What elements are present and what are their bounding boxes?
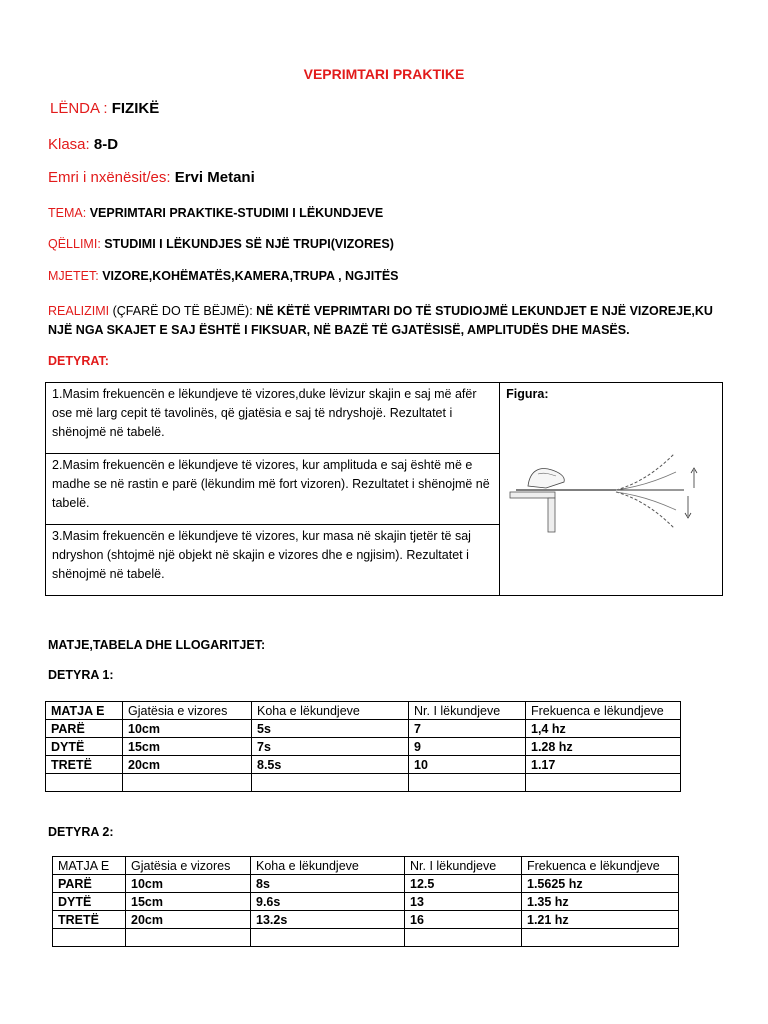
emri-label: Emri i nxënësit/es: (48, 169, 171, 186)
header-cell: Nr. I lëkundjeve (409, 702, 526, 720)
table-cell: 7 (409, 720, 526, 738)
realizimi-paragraph (48, 302, 728, 340)
table-cell: 20cm (126, 911, 251, 929)
table-cell: 1.35 hz (522, 893, 679, 911)
table-row (46, 720, 681, 738)
emri-line (48, 169, 255, 186)
table-cell: 1.17 (526, 756, 681, 774)
table-cell: TRETË (53, 911, 126, 929)
header-cell: Koha e lëkundjeve (252, 702, 409, 720)
lenda-label: LËNDA : (50, 100, 108, 117)
klasa-line (48, 136, 118, 153)
table-row (53, 929, 679, 947)
figure-cell (500, 383, 723, 596)
table-header-row (46, 702, 681, 720)
table-row (46, 756, 681, 774)
table-cell: DYTË (53, 893, 126, 911)
tema-line (48, 206, 383, 220)
table-cell: DYTË (46, 738, 123, 756)
header-cell: Gjatësia e vizores (123, 702, 252, 720)
header-cell: MATJA E (53, 857, 126, 875)
table-header-row (53, 857, 679, 875)
mjetet-line (48, 269, 399, 283)
table-cell: 13 (405, 893, 522, 911)
table-cell (252, 774, 409, 792)
table-cell (123, 774, 252, 792)
table-cell: 9 (409, 738, 526, 756)
qellimi-line (48, 237, 394, 251)
header-cell: Nr. I lëkundjeve (405, 857, 522, 875)
table-cell: 10 (409, 756, 526, 774)
klasa-label: Klasa: (48, 136, 90, 153)
header-cell: Gjatësia e vizores (126, 857, 251, 875)
header-cell: Frekuenca e lëkundjeve (526, 702, 681, 720)
task-3: 3.Masim frekuencën e lëkundjeve të vizores, kur masa në skajin tjetër të saj ndryshon (shtojmë një objekt në skajin e vizores dhe e ngjisim). Rezultatet i shënojmë në tabelë. (46, 525, 500, 596)
detyra2-table (52, 856, 679, 947)
lenda-line (50, 100, 159, 117)
table-cell (522, 929, 679, 947)
table-cell: 1.28 hz (526, 738, 681, 756)
mjetet-label: MJETET: (48, 269, 99, 283)
table-cell: 7s (252, 738, 409, 756)
header-cell: Frekuenca e lëkundjeve (522, 857, 679, 875)
table-cell (405, 929, 522, 947)
table-cell (526, 774, 681, 792)
ruler-oscillation-figure (506, 430, 706, 560)
tasks-table (45, 382, 723, 596)
table-cell: 1,4 hz (526, 720, 681, 738)
table-cell: 1.5625 hz (522, 875, 679, 893)
table-cell: 8.5s (252, 756, 409, 774)
realizimi-question: (ÇFARË DO TË BËJMË): (112, 304, 253, 318)
header-cell: Koha e lëkundjeve (251, 857, 405, 875)
qellimi-label: QËLLIMI: (48, 237, 101, 251)
table-row (53, 875, 679, 893)
table-cell: 16 (405, 911, 522, 929)
detyrat-label: DETYRAT: (48, 354, 109, 368)
table-cell: TRETË (46, 756, 123, 774)
matje-heading: MATJE,TABELA DHE LLOGARITJET: (48, 638, 266, 652)
detyra1-label: DETYRA 1: (48, 668, 114, 682)
table-cell: 10cm (126, 875, 251, 893)
table-cell: 9.6s (251, 893, 405, 911)
table-cell (53, 929, 126, 947)
qellimi-value: STUDIMI I LËKUNDJES SË NJË TRUPI(VIZORES) (104, 237, 394, 251)
task-1: 1.Masim frekuencën e lëkundjeve të vizores,duke lëvizur skajin e saj më afër ose më larg cepit të tavolinës, që gjatësia e saj të ndryshojë. Rezultatet i shënojmë në tabelë. (46, 383, 500, 454)
table-cell (409, 774, 526, 792)
table-row (53, 893, 679, 911)
table-cell: PARË (53, 875, 126, 893)
klasa-value: 8-D (93, 136, 119, 153)
tema-label: TEMA: (48, 206, 87, 220)
table-cell (126, 929, 251, 947)
table-cell (251, 929, 405, 947)
task-2: 2.Masim frekuencën e lëkundjeve të vizores, kur amplituda e saj është më e madhe se në rastin e parë (lëkundim më fort vizoren). Rezultatet i shënojmë në tabelë. (46, 454, 500, 525)
lenda-value: FIZIKË (111, 100, 160, 117)
table-cell: 20cm (123, 756, 252, 774)
table-cell: 15cm (123, 738, 252, 756)
realizimi-label: REALIZIMI (48, 304, 110, 318)
table-cell: PARË (46, 720, 123, 738)
table-cell: 5s (252, 720, 409, 738)
table-cell: 1.21 hz (522, 911, 679, 929)
page-title: VEPRIMTARI PRAKTIKE (303, 66, 465, 82)
realizimi-value: NË KËTË VEPRIMTARI DO TË STUDIOJMË LEKUNDJET E NJË VIZOREJE,KU NJË NGA SKAJET E SAJ ËSHTË I FIKSUAR, NË BAZË TË GJATËSISË, AMPLITUDËS DHE MASËS. (48, 304, 713, 337)
table-cell: 10cm (123, 720, 252, 738)
table-row (46, 774, 681, 792)
detyra2-label: DETYRA 2: (48, 825, 114, 839)
figure-label: Figura: (506, 387, 549, 401)
header-cell: MATJA E (46, 702, 123, 720)
table-cell: 15cm (126, 893, 251, 911)
table-row (46, 738, 681, 756)
table-cell: 12.5 (405, 875, 522, 893)
table-cell: 13.2s (251, 911, 405, 929)
emri-value: Ervi Metani (174, 169, 255, 186)
mjetet-value: VIZORE,KOHËMATËS,KAMERA,TRUPA , NGJITËS (102, 269, 399, 283)
tema-value: VEPRIMTARI PRAKTIKE-STUDIMI I LËKUNDJEVE (89, 206, 384, 220)
detyra1-table (45, 701, 681, 792)
table-cell: 8s (251, 875, 405, 893)
table-row (53, 911, 679, 929)
table-cell (46, 774, 123, 792)
